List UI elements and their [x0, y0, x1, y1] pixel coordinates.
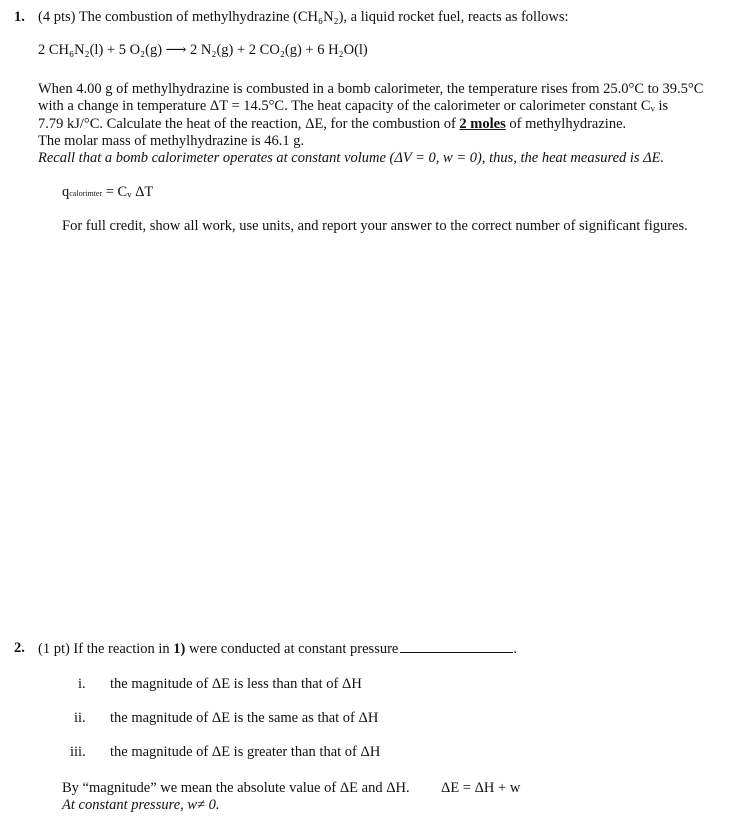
q2-note: By “magnitude” we mean the absolute value of ΔE and ΔH. — [62, 780, 410, 796]
q1-molar-mass: The molar mass of methylhydrazine is 46.1 g. — [38, 133, 305, 149]
q2-answer-blank[interactable] — [400, 640, 513, 653]
q2-relation: ΔE = ΔH + w — [441, 780, 521, 796]
q1-line3-bold: 2 moles — [459, 116, 506, 132]
q1-para-line-1: When 4.00 g of methylhydrazine is combusted in a bomb calorimeter, the temperature rises from 25.0°C to 39.5°C — [38, 81, 704, 97]
q2-option-text: the magnitude of ΔE is less than that of ΔH — [110, 676, 362, 692]
q2-number: 2. — [14, 640, 25, 656]
q2-period: . — [513, 641, 517, 657]
q2-intro — [38, 640, 517, 658]
q1-formula-q: q — [62, 184, 70, 200]
q1-line3-pre: 7.79 kJ/°C. Calculate the heat of the reaction, ΔE, for the combustion of — [38, 116, 460, 132]
q2-option-text: the magnitude of ΔE is the same as that of ΔH — [110, 710, 379, 726]
q2-option-label: iii. — [70, 744, 86, 760]
q2-option-label: i. — [78, 676, 86, 692]
q1-number: 1. — [14, 9, 25, 25]
q1-instructions: For full credit, show all work, use units, and report your answer to the correct number of significant figures. — [62, 218, 688, 234]
q2-intro-post: were conducted at constant pressure — [185, 641, 399, 657]
q1-intro: (4 pts) The combustion of methylhydrazine (CH₆N₂), a liquid rocket fuel, reacts as follows: — [38, 9, 569, 25]
q1-formula-sub: calorimter — [69, 189, 103, 198]
q1-para-line-3 — [38, 116, 626, 133]
q1-formula-rest: = Cᵥ ΔT — [102, 184, 154, 200]
q1-equation: 2 CH₆N₂(l) + 5 O₂(g) ⟶ 2 N₂(g) + 2 CO₂(g) + 6 H₂O(l) — [38, 42, 368, 58]
q1-line3-post: of methylhydrazine. — [505, 116, 627, 132]
q2-option-label: ii. — [74, 710, 86, 726]
q2-intro-bold: 1) — [173, 641, 186, 657]
q1-recall: Recall that a bomb calorimeter operates at constant volume (ΔV = 0, w = 0), thus, the heat measured is ΔE. — [38, 150, 665, 166]
q2-intro-pre: (1 pt) If the reaction in — [38, 641, 174, 657]
q2-note-2: At constant pressure, w≠ 0. — [62, 797, 220, 813]
q2-option-text: the magnitude of ΔE is greater than that of ΔH — [110, 744, 381, 760]
q1-formula — [62, 184, 153, 202]
q1-para-line-2: with a change in temperature ΔT = 14.5°C. The heat capacity of the calorimeter or calorimeter constant Cᵥ is — [38, 98, 669, 114]
